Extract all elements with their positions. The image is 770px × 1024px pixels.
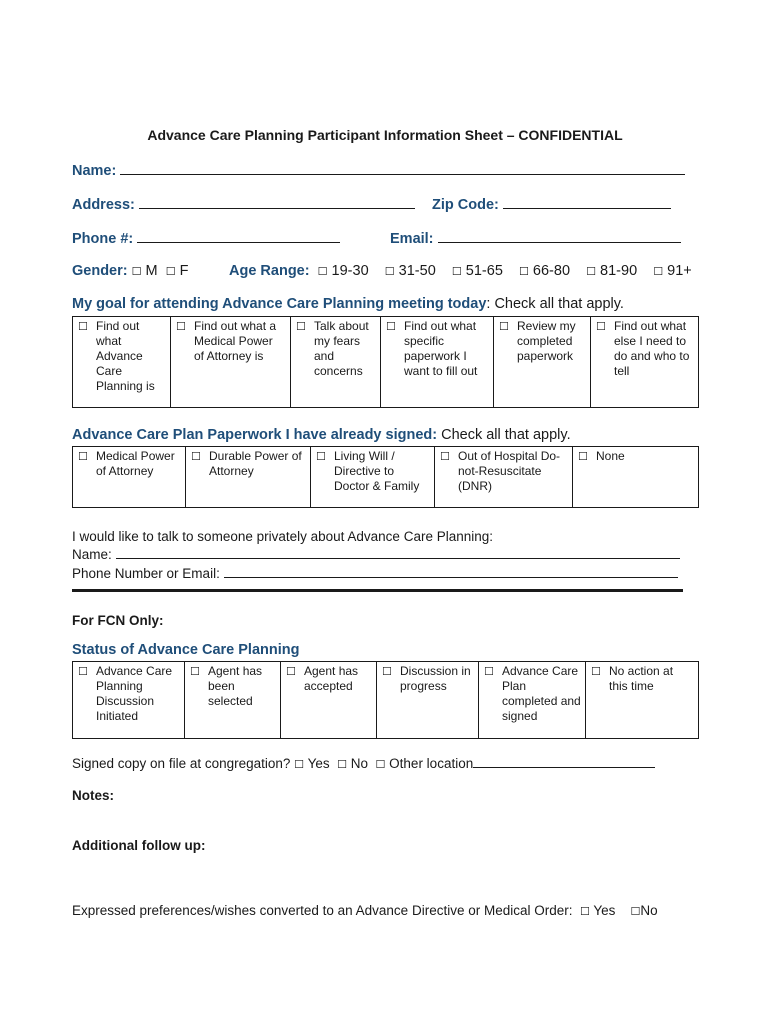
goal-option-review[interactable]: ☐ Review my completed paperwork <box>494 317 591 408</box>
checkbox-icon: ☐ <box>296 320 306 333</box>
private-name-row <box>72 547 680 562</box>
age-option-66-80[interactable]: ☐ 66-80 <box>519 263 571 279</box>
checkbox-icon: ☐ <box>382 665 392 678</box>
address-row <box>72 195 415 213</box>
signed-copy-label: Signed copy on file at congregation? <box>72 756 291 771</box>
zip-field[interactable] <box>503 195 671 209</box>
fcn-label: For FCN Only: <box>72 613 164 628</box>
signed-option-none[interactable]: ☐ None <box>573 447 699 508</box>
checkbox-icon: ☐ <box>499 320 509 333</box>
gender-option-m[interactable]: ☐ M <box>131 263 158 279</box>
converted-row <box>72 903 658 918</box>
checkbox-icon: ☐ <box>317 265 328 278</box>
checkbox-icon: ☐ <box>78 450 88 463</box>
age-option-19-30[interactable]: ☐ 19-30 <box>317 263 369 279</box>
email-label: Email: <box>390 231 434 247</box>
signed-option-dpoa[interactable]: ☐ Durable Power of Attorney <box>186 447 311 508</box>
name-label: Name: <box>72 163 117 179</box>
signed-instruction: Check all that apply. <box>437 427 571 443</box>
goal-options-table <box>72 316 699 408</box>
goal-option-what-is-acp[interactable]: ☐ Find out what Advance Care Planning is <box>73 317 171 408</box>
name-field[interactable] <box>120 161 685 175</box>
notes-label: Notes: <box>72 788 115 803</box>
goal-option-paperwork[interactable]: ☐ Find out what specific paperwork I want to fill out <box>381 317 494 408</box>
zip-row <box>432 195 671 213</box>
private-talk-intro: I would like to talk to someone privately about Advance Care Planning: <box>72 529 493 544</box>
checkbox-icon: ☐ <box>586 265 597 278</box>
checkbox-icon: ☐ <box>591 665 601 678</box>
other-location-field[interactable] <box>473 756 655 768</box>
address-field[interactable] <box>139 195 415 209</box>
zip-label: Zip Code: <box>432 197 499 213</box>
phone-row <box>72 229 340 247</box>
signed-option-living-will[interactable]: ☐ Living Will / Directive to Doctor & Family <box>311 447 435 508</box>
section-divider <box>72 589 683 592</box>
checkbox-icon: ☐ <box>484 665 494 678</box>
checkbox-icon: ☐ <box>78 320 88 333</box>
signed-heading-row <box>72 427 571 443</box>
private-name-label: Name: <box>72 547 112 562</box>
checkbox-icon: ☐ <box>337 758 347 771</box>
status-option-initiated[interactable]: ☐ Advance Care Planning Discussion Initiated <box>73 662 185 739</box>
gender-label: Gender: <box>72 263 128 279</box>
age-option-81-90[interactable]: ☐ 81-90 <box>586 263 638 279</box>
checkbox-icon: ☐ <box>375 758 386 771</box>
private-contact-row <box>72 566 678 581</box>
checkbox-icon: ☐ <box>165 265 176 278</box>
status-heading: Status of Advance Care Planning <box>72 642 300 658</box>
age-option-91-plus[interactable]: ☐ 91+ <box>653 263 692 279</box>
converted-yes[interactable]: ☐ Yes <box>580 903 616 918</box>
address-label: Address: <box>72 197 135 213</box>
status-option-agent-selected[interactable]: ☐ Agent has been selected <box>185 662 281 739</box>
status-option-agent-accepted[interactable]: ☐ Agent has accepted <box>281 662 377 739</box>
checkbox-icon: ☐ <box>176 320 186 333</box>
goal-option-what-else[interactable]: ☐ Find out what else I need to do and who to tell <box>591 317 699 408</box>
followup-label: Additional follow up: <box>72 838 206 853</box>
private-contact-field[interactable] <box>224 566 678 578</box>
checkbox-icon: ☐ <box>286 665 296 678</box>
converted-label: Expressed preferences/wishes converted to an Advance Directive or Medical Order: <box>72 903 573 918</box>
age-label: Age Range: <box>229 263 310 279</box>
status-option-completed[interactable]: ☐ Advance Care Plan completed and signed <box>479 662 586 739</box>
status-option-no-action[interactable]: ☐ No action at this time <box>586 662 699 739</box>
gender-option-f[interactable]: ☐ F <box>165 263 189 279</box>
checkbox-icon: ☐ <box>294 758 305 771</box>
checkbox-icon: ☐ <box>316 450 326 463</box>
goal-option-fears[interactable]: ☐ Talk about my fears and concerns <box>291 317 381 408</box>
name-row <box>72 161 685 179</box>
signed-copy-row <box>72 756 655 771</box>
age-option-51-65[interactable]: ☐ 51-65 <box>451 263 503 279</box>
checkbox-icon: ☐ <box>596 320 606 333</box>
signed-copy-other[interactable]: ☐ Other location <box>375 756 474 771</box>
checkbox-icon: ☐ <box>653 265 664 278</box>
status-option-in-progress[interactable]: ☐ Discussion in progress <box>377 662 479 739</box>
age-option-31-50[interactable]: ☐ 31-50 <box>384 263 436 279</box>
goal-option-mpoa[interactable]: ☐ Find out what a Medical Power of Attorney is <box>171 317 291 408</box>
signed-heading: Advance Care Plan Paperwork I have already signed: <box>72 427 438 443</box>
checkbox-icon: ☐ <box>190 665 200 678</box>
status-heading-row <box>72 642 299 658</box>
form-title: Advance Care Planning Participant Information Sheet – CONFIDENTIAL <box>147 127 623 143</box>
phone-label: Phone #: <box>72 231 134 247</box>
signed-copy-yes[interactable]: ☐ Yes <box>294 756 330 771</box>
signed-options-table <box>72 446 699 508</box>
checkbox-icon: ☐ <box>131 265 142 278</box>
signed-copy-no[interactable]: ☐ No <box>337 756 369 771</box>
checkbox-icon: ☐ <box>451 265 462 278</box>
converted-no[interactable]: ☐No <box>630 903 658 918</box>
checkbox-icon: ☐ <box>78 665 88 678</box>
goal-heading: My goal for attending Advance Care Planning meeting today <box>72 296 487 312</box>
checkbox-icon: ☐ <box>440 450 450 463</box>
checkbox-icon: ☐ <box>578 450 588 463</box>
goal-instruction: : Check all that apply. <box>486 296 624 312</box>
checkbox-icon: ☐ <box>519 265 529 278</box>
private-contact-label: Phone Number or Email: <box>72 566 220 581</box>
checkbox-icon: ☐ <box>191 450 201 463</box>
signed-option-dnr[interactable]: ☐ Out of Hospital Do-not-Resuscitate (DNR) <box>435 447 573 508</box>
email-field[interactable] <box>438 229 681 243</box>
status-options-table <box>72 661 699 739</box>
gender-row <box>72 263 188 279</box>
checkbox-icon: ☐ <box>386 320 396 333</box>
email-row <box>390 229 681 247</box>
checkbox-icon: ☐ <box>384 265 395 278</box>
goal-heading-row <box>72 296 624 312</box>
age-row <box>229 263 692 279</box>
phone-field[interactable] <box>137 229 340 243</box>
checkbox-icon: ☐ <box>630 905 641 918</box>
private-name-field[interactable] <box>116 547 680 559</box>
checkbox-icon: ☐ <box>580 905 590 918</box>
signed-option-mpoa[interactable]: ☐ Medical Power of Attorney <box>73 447 186 508</box>
